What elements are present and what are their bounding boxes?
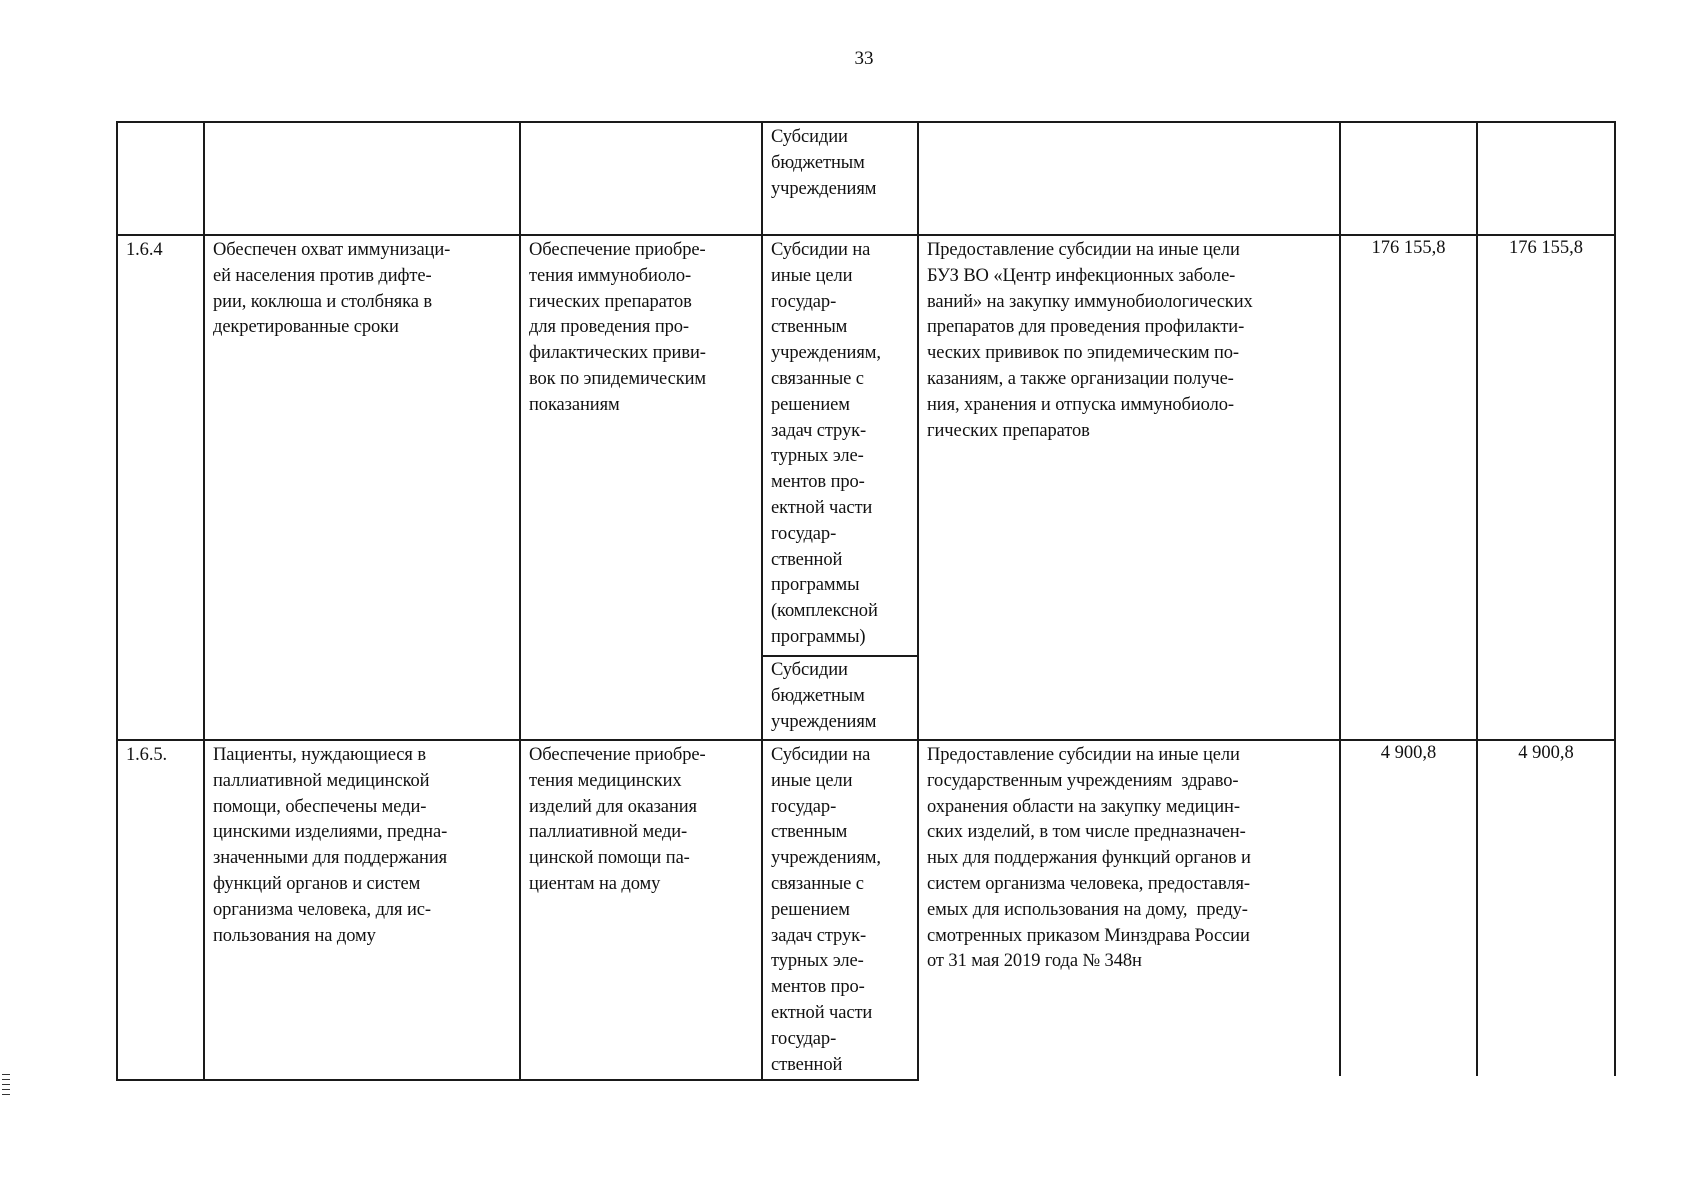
row1-value1: 176 155,8 [1371, 238, 1446, 258]
row1-num: 1.6.4 [126, 240, 163, 260]
table-top-border [116, 121, 1616, 123]
row2-num: 1.6.5. [126, 745, 168, 765]
col-line-4 [917, 121, 919, 1081]
row1-value2: 176 155,8 [1509, 238, 1583, 258]
row0-fund: Субсидии бюджетным учреждениям [771, 127, 877, 199]
row1-description: Предоставление субсидии на иные цели БУЗ ВО «Центр инфекционных заболе- ваний» на закупку иммунобиологических препаратов для проведения профилакти- ческих прививок по эпидемическим по- казаниям, а также организации получе- ния, хранения и отпуска иммунобиоло- гических препаратов [927, 240, 1253, 441]
col-line-6 [1476, 121, 1478, 1076]
col-line-0 [116, 121, 118, 1081]
row2-fund: Субсидии на иные цели государ- ственным учреждениям, связанные с решением задач струк- турных эле- ментов про- ектной части государ- ственной [771, 745, 881, 1075]
margin-scan-marks [2, 1074, 10, 1099]
row2-description: Предоставление субсидии на иные цели государственным учреждениям здраво- охранения области на закупку медицин- ских изделий, в том числе предназначен- ных для поддержания функций органов и систем организма человека, предоставля- емых для использования на дому, преду- смотренных приказом Минздрава России от 31 мая 2019 года № 348н [927, 745, 1251, 972]
row1-event: Обеспечение приобре- тения иммунобиоло- гических препаратов для проведения про- филактических приви- вок по эпидемическим показаниям [529, 240, 707, 415]
fund-subdivider [761, 655, 919, 657]
col-line-2 [519, 121, 521, 1081]
col-line-3 [761, 121, 763, 1081]
col-line-1 [203, 121, 205, 1081]
row2-event: Обеспечение приобре- тения медицинских изделий для оказания паллиативной меди- цинской помощи па- циентам на дому [529, 745, 706, 894]
col-line-7 [1614, 121, 1616, 1076]
row2-value2: 4 900,8 [1518, 743, 1574, 763]
row1-fund2: Субсидии бюджетным учреждениям [771, 660, 877, 732]
row2-value1: 4 900,8 [1380, 743, 1437, 763]
page-number: 33 [854, 48, 874, 69]
row1-fund: Субсидии на иные цели государ- ственным учреждениям, связанные с решением задач струк- турных эле- ментов про- ектной части государ- ственной программы (комплексной программы) [771, 240, 881, 647]
col-line-5 [1339, 121, 1341, 1076]
row2-result: Пациенты, нуждающиеся в паллиативной медицинской помощи, обеспечены меди- цинскими изделиями, предна- значенными для поддержания функций органов и систем организма человека, для ис- пользования на дому [213, 745, 448, 946]
row1-result: Обеспечен охват иммунизаци- ей населения против дифте- рии, коклюша и столбняка в декретированные сроки [213, 240, 451, 338]
table-bottom-border-left [116, 1079, 919, 1081]
